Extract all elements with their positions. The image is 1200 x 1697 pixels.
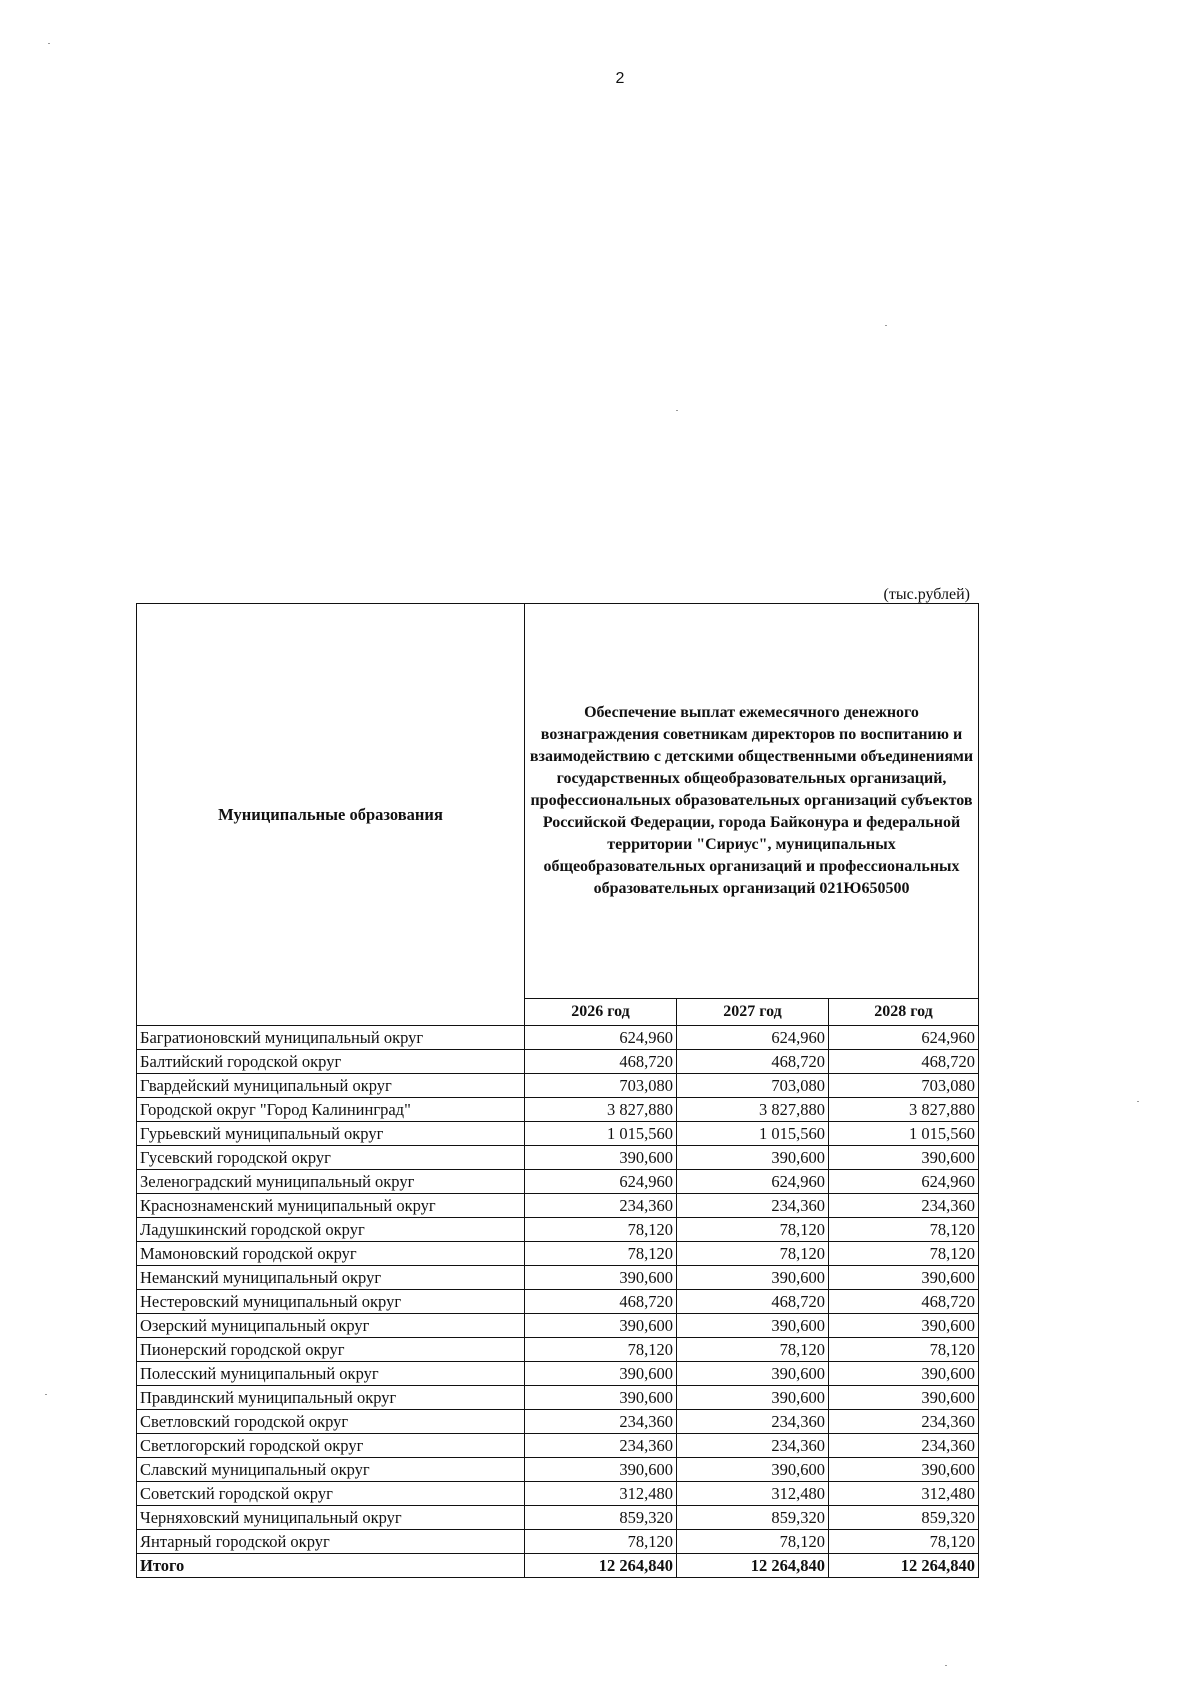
- table-body: [137, 1026, 979, 1578]
- amount-2026: 390,600: [525, 1362, 677, 1386]
- year-header-2027: 2027 год: [677, 999, 829, 1026]
- amount-2027: 624,960: [677, 1170, 829, 1194]
- table-row: [137, 1290, 979, 1314]
- table-row: [137, 1362, 979, 1386]
- amount-2028: 78,120: [829, 1242, 979, 1266]
- amount-2026: 234,360: [525, 1194, 677, 1218]
- amount-2026: 3 827,880: [525, 1098, 677, 1122]
- scan-speck: [1137, 1101, 1139, 1102]
- municipality-name: Янтарный городской округ: [137, 1530, 525, 1554]
- amount-2028: 859,320: [829, 1506, 979, 1530]
- municipality-name: Славский муниципальный округ: [137, 1458, 525, 1482]
- municipality-name: Ладушкинский городской округ: [137, 1218, 525, 1242]
- amount-2026: 390,600: [525, 1314, 677, 1338]
- amount-2026: 624,960: [525, 1170, 677, 1194]
- table-row: [137, 1050, 979, 1074]
- amount-2026: 78,120: [525, 1338, 677, 1362]
- municipality-name: Краснознаменский муниципальный округ: [137, 1194, 525, 1218]
- amount-2027: 12 264,840: [677, 1554, 829, 1578]
- amount-2026: 390,600: [525, 1386, 677, 1410]
- municipality-name: Неманский муниципальный округ: [137, 1266, 525, 1290]
- amount-2027: 468,720: [677, 1290, 829, 1314]
- amount-2026: 312,480: [525, 1482, 677, 1506]
- units-label: (тыс.рублей): [883, 586, 970, 603]
- table-row: [137, 1314, 979, 1338]
- amount-2028: 234,360: [829, 1194, 979, 1218]
- amount-2027: 390,600: [677, 1266, 829, 1290]
- table-row: [137, 1218, 979, 1242]
- table-row: [137, 1170, 979, 1194]
- amount-2028: 390,600: [829, 1386, 979, 1410]
- amount-2027: 390,600: [677, 1458, 829, 1482]
- table-row: [137, 1146, 979, 1170]
- year-header-2026: 2026 год: [525, 999, 677, 1026]
- table-row: [137, 1026, 979, 1050]
- table-row: [137, 1410, 979, 1434]
- amount-2026: 859,320: [525, 1506, 677, 1530]
- amount-2027: 312,480: [677, 1482, 829, 1506]
- year-header-2028: 2028 год: [829, 999, 979, 1026]
- amount-2028: 78,120: [829, 1338, 979, 1362]
- amount-2028: 1 015,560: [829, 1122, 979, 1146]
- amount-2027: 3 827,880: [677, 1098, 829, 1122]
- municipality-name: Светловский городской округ: [137, 1410, 525, 1434]
- amount-2027: 390,600: [677, 1146, 829, 1170]
- amount-2026: 390,600: [525, 1458, 677, 1482]
- table-row: [137, 1530, 979, 1554]
- amount-2026: 468,720: [525, 1290, 677, 1314]
- amount-2027: 78,120: [677, 1530, 829, 1554]
- table-row: [137, 1242, 979, 1266]
- table-row: [137, 1098, 979, 1122]
- municipality-name: Гурьевский муниципальный округ: [137, 1122, 525, 1146]
- amount-2027: 78,120: [677, 1338, 829, 1362]
- amount-2026: 468,720: [525, 1050, 677, 1074]
- municipality-name: Правдинский муниципальный округ: [137, 1386, 525, 1410]
- amount-2027: 78,120: [677, 1218, 829, 1242]
- municipality-name: Нестеровский муниципальный округ: [137, 1290, 525, 1314]
- page-number: 2: [615, 70, 625, 87]
- amount-2026: 234,360: [525, 1434, 677, 1458]
- municipality-name: Балтийский городской округ: [137, 1050, 525, 1074]
- amount-2026: 12 264,840: [525, 1554, 677, 1578]
- amount-2028: 12 264,840: [829, 1554, 979, 1578]
- amount-2026: 78,120: [525, 1530, 677, 1554]
- scan-speck: [945, 1665, 947, 1666]
- amount-2026: 390,600: [525, 1146, 677, 1170]
- table-row: [137, 1266, 979, 1290]
- amount-2028: 624,960: [829, 1026, 979, 1050]
- amount-2028: 234,360: [829, 1410, 979, 1434]
- amount-2027: 1 015,560: [677, 1122, 829, 1146]
- amount-2026: 78,120: [525, 1242, 677, 1266]
- amount-2028: 390,600: [829, 1314, 979, 1338]
- municipality-name: Озерский муниципальный округ: [137, 1314, 525, 1338]
- amount-2027: 234,360: [677, 1194, 829, 1218]
- amount-2028: 624,960: [829, 1170, 979, 1194]
- table-row: [137, 1194, 979, 1218]
- amount-2027: 624,960: [677, 1026, 829, 1050]
- table-row: [137, 1386, 979, 1410]
- municipality-name: Пионерский городской округ: [137, 1338, 525, 1362]
- amount-2027: 390,600: [677, 1314, 829, 1338]
- table-row: [137, 1074, 979, 1098]
- amount-2026: 703,080: [525, 1074, 677, 1098]
- table-row: [137, 1122, 979, 1146]
- municipality-name: Мамоновский городской округ: [137, 1242, 525, 1266]
- amount-2028: 468,720: [829, 1290, 979, 1314]
- table-row: [137, 1458, 979, 1482]
- municipality-name: Итого: [137, 1554, 525, 1578]
- table-row: [137, 1434, 979, 1458]
- scan-speck: [45, 1394, 47, 1395]
- amount-2028: 312,480: [829, 1482, 979, 1506]
- amount-2027: 234,360: [677, 1410, 829, 1434]
- amount-2028: 78,120: [829, 1530, 979, 1554]
- amount-2027: 390,600: [677, 1386, 829, 1410]
- total-row: [137, 1554, 979, 1578]
- municipality-name: Городской округ "Город Калининград": [137, 1098, 525, 1122]
- allocation-table: [136, 603, 979, 1578]
- amount-2026: 78,120: [525, 1218, 677, 1242]
- amount-2027: 234,360: [677, 1434, 829, 1458]
- amount-2027: 390,600: [677, 1362, 829, 1386]
- municipality-name: Багратионовский муниципальный округ: [137, 1026, 525, 1050]
- amount-2026: 390,600: [525, 1266, 677, 1290]
- scan-speck: [676, 410, 678, 411]
- municipality-name: Черняховский муниципальный округ: [137, 1506, 525, 1530]
- municipality-name: Полесский муниципальный округ: [137, 1362, 525, 1386]
- amount-2028: 3 827,880: [829, 1098, 979, 1122]
- table-row: [137, 1506, 979, 1530]
- amount-2028: 703,080: [829, 1074, 979, 1098]
- scan-speck: [885, 325, 887, 326]
- amount-2028: 468,720: [829, 1050, 979, 1074]
- municipality-name: Зеленоградский муниципальный округ: [137, 1170, 525, 1194]
- municipality-column-header: Муниципальные образования: [137, 604, 525, 1026]
- amount-2028: 390,600: [829, 1146, 979, 1170]
- program-column-header: Обеспечение выплат ежемесячного денежного вознаграждения советникам директоров по воспитанию и взаимодействию с детскими общественными объединениями государственных общеобразовательных организаций, профессиональных образовательных организаций субъектов Российской Федерации, города Байконура и федеральной территории "Сириус", муниципальных общеобразовательных организаций и профессиональных образовательных организаций 021Ю650500: [525, 604, 979, 999]
- amount-2026: 624,960: [525, 1026, 677, 1050]
- amount-2027: 78,120: [677, 1242, 829, 1266]
- amount-2027: 859,320: [677, 1506, 829, 1530]
- amount-2028: 390,600: [829, 1266, 979, 1290]
- municipality-name: Светлогорский городской округ: [137, 1434, 525, 1458]
- amount-2027: 468,720: [677, 1050, 829, 1074]
- amount-2028: 78,120: [829, 1218, 979, 1242]
- amount-2028: 390,600: [829, 1362, 979, 1386]
- amount-2028: 234,360: [829, 1434, 979, 1458]
- amount-2026: 234,360: [525, 1410, 677, 1434]
- municipality-name: Гусевский городской округ: [137, 1146, 525, 1170]
- scan-speck: [48, 43, 50, 44]
- amount-2027: 703,080: [677, 1074, 829, 1098]
- municipality-name: Советский городской округ: [137, 1482, 525, 1506]
- table-row: [137, 1482, 979, 1506]
- table-row: [137, 1338, 979, 1362]
- amount-2026: 1 015,560: [525, 1122, 677, 1146]
- amount-2028: 390,600: [829, 1458, 979, 1482]
- municipality-name: Гвардейский муниципальный округ: [137, 1074, 525, 1098]
